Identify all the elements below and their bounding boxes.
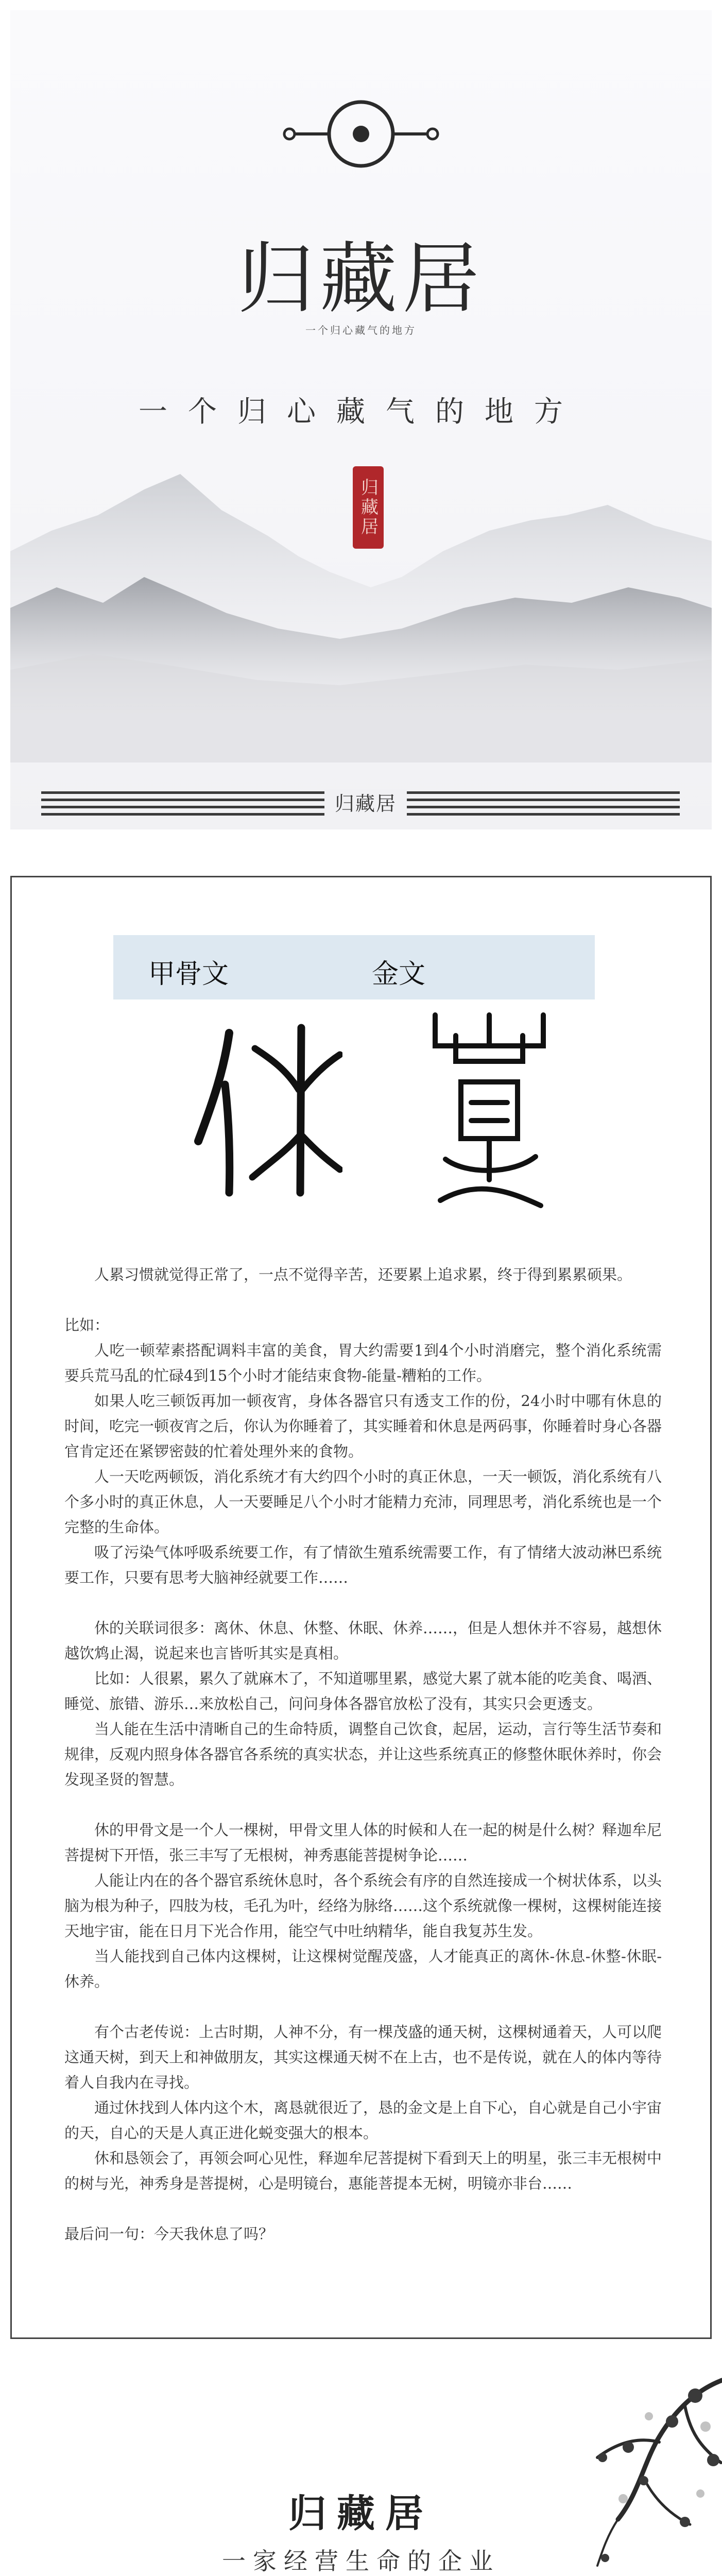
logo-mark-icon	[278, 88, 444, 180]
hero-banner	[10, 10, 712, 829]
article-paragraph: 休的甲骨文是一个人一棵树，甲骨文里人体的时候和人在一起的树是什么树？释迦牟尼菩提树下开悟，张三丰写了无根树，神秀惠能菩提树争论……	[64, 1821, 662, 1864]
paragraph-gap	[64, 1287, 662, 1313]
article-paragraph: 人能让内在的各个器官系统休息时，各个系统会有序的自然连接成一个树状体系，以头脑为根为种子，四肢为枝，毛孔为叶，经络为脉络……这个系统就像一棵树，这棵树能连接天地宇宙，能在日月下光合作用，能空气中吐纳精华，能自我复苏生发。	[64, 1872, 662, 1940]
article-body	[64, 1262, 662, 2247]
article-paragraph: 休和恳领会了，再领会呵心见性，释迦牟尼菩提树下看到天上的明星，张三丰无根树中的树与光，神秀身是菩提树，心是明镜台，惠能菩提本无树，明镜亦非台……	[64, 2149, 662, 2192]
bronze-script-label: 金文	[372, 959, 426, 990]
article-paragraph: 吸了污染气体呼吸系统要工作，有了情欲生殖系统需要工作，有了情绪大波动淋巴系统要工作，只要有思考大脑神经就要工作……	[64, 1544, 662, 1586]
article-paragraph: 人吃一顿荤素搭配调料丰富的美食，胃大约需要1到4个小时消磨完，整个消化系统需要兵荒马乱的忙碌4到15个小时才能结束食物-能量-糟粕的工作。	[64, 1342, 662, 1384]
hero-tagline: 一个归心藏气的地方	[139, 395, 583, 429]
article-paragraph: 休的关联词很多：离休、休息、休整、休眠、休养……，但是人想休并不容易，越想休越饮鸩止渴，说起来也言皆听其实是真相。	[64, 1619, 662, 1662]
article-paragraph: 最后问一句：今天我休息了吗？	[64, 2225, 274, 2243]
oracle-bone-label: 甲骨文	[148, 959, 229, 990]
article-paragraph: 人一天吃两顿饭，消化系统才有大约四个小时的真正休息，一天一顿饭，消化系统有八个多小时的真正休息，人一天要睡足八个小时才能精力充沛，同理思考，消化系统也是一个完整的生命体。	[64, 1468, 662, 1536]
oracle-bone-xiu-glyph	[193, 1023, 342, 1198]
article-paragraph: 通过休找到人体内这个木，离恳就很近了，恳的金文是上自下心，自心就是自己小宇宙的天，自心的天是人真正进化蜕变强大的根本。	[64, 2099, 662, 2142]
article-paragraph: 比如：	[64, 1316, 110, 1334]
article-paragraph: 人累习惯就觉得正常了，一点不觉得辛苦，还要累上追求累，终于得到累累硕果。	[94, 1266, 632, 1283]
paragraph-gap	[64, 1792, 662, 1818]
company-name: 归藏居	[288, 2492, 434, 2536]
hero-footer-label: 归藏居	[324, 789, 407, 818]
red-seal-stamp: 归藏居	[353, 466, 384, 549]
article-paragraph: 如果人吃三顿饭再加一顿夜宵，身体各器官只有透支工作的份，24小时中哪有休息的时间，吃完一顿夜宵之后，你认为你睡着了，其实睡着和休息是两码事，你睡着时身心各器官肯定还在紧锣密鼓的忙着处理外来的食物。	[64, 1392, 662, 1460]
paragraph-gap	[64, 2196, 662, 2222]
article-paragraph: 当人能在生活中清晰自己的生命特质，调整自己饮食，起居，运动，言行等生活节奏和规律，反观内照身体各器官各系统的真实状态，并让这些系统真正的修整休眠休养时，你会发现圣贤的智慧。	[64, 1720, 662, 1788]
article-paragraph: 有个古老传说：上古时期，人神不分，有一棵茂盛的通天树，这棵树通着天，人可以爬这通天树，到天上和神做朋友，其实这棵通天树不在上古，也不是传说，就在人的体内等待着人自我内在寻找。	[64, 2023, 662, 2091]
article-paragraph: 当人能找到自己体内这棵树，让这棵树觉醒茂盛，人才能真正的离休-休息-休整-休眠-休养。	[64, 1947, 662, 1990]
paragraph-gap	[64, 1994, 662, 2020]
bronze-script-glyph	[425, 1005, 554, 1211]
article-paragraph: 比如：人很累，累久了就麻木了，不知道哪里累，感觉大累了就本能的吃美食、喝酒、睡觉、旅错、游乐…来放松自己，问问身体各器官放松了没有，其实只会更透支。	[64, 1670, 662, 1713]
brand-subtitle: 一个归心藏气的地方	[305, 324, 417, 336]
company-slogan: 一家经营生命的企业	[222, 2547, 500, 2575]
brand-title: 归藏居	[237, 234, 485, 324]
paragraph-gap	[64, 1590, 662, 1616]
